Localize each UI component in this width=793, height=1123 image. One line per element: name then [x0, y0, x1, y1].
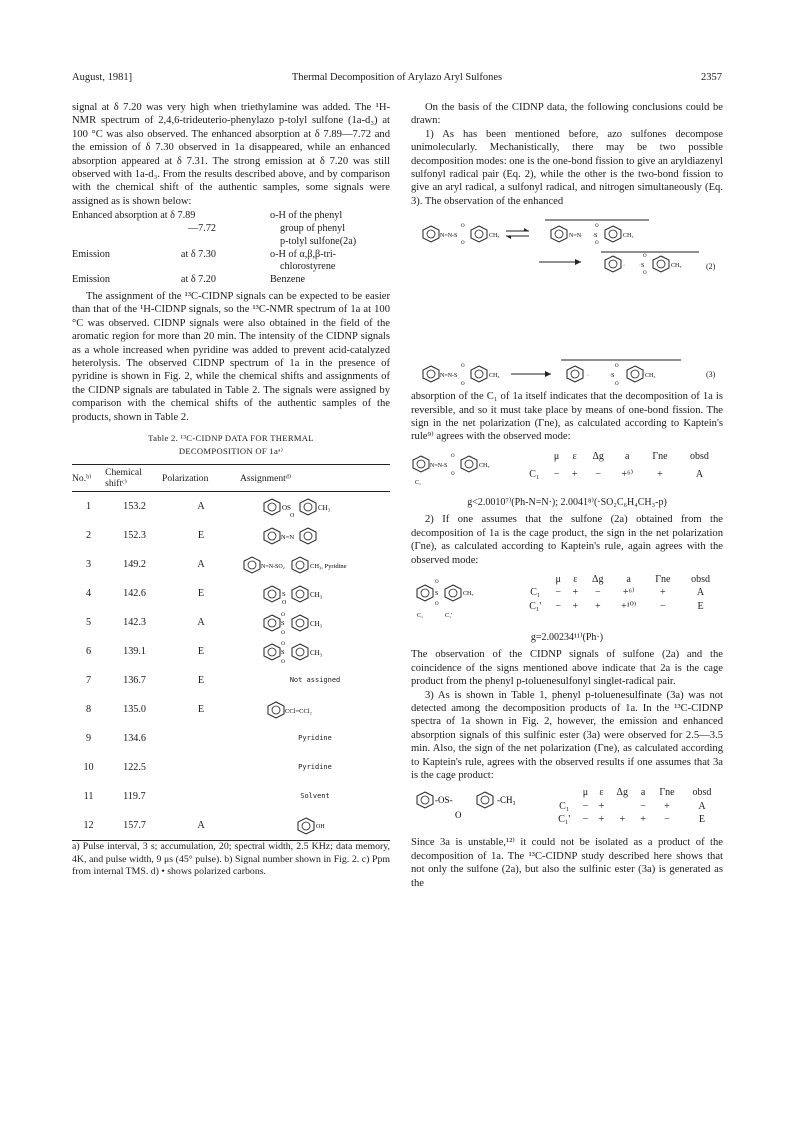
page-number: 2357 [701, 72, 722, 83]
assignment-label: Emission at δ 7.30 [72, 248, 216, 260]
assignment-text: Pyridine [298, 733, 332, 742]
structure-sulfoxide [240, 579, 390, 608]
table-row: 6 139.1 E O S O CH₃ [72, 637, 390, 666]
svg-text:CH₃: CH₃ [463, 590, 474, 597]
svg-text:O: O [451, 471, 455, 477]
header-date: August, 1981] [72, 72, 133, 83]
svg-text:O: O [435, 601, 439, 607]
svg-text:C₁': C₁' [445, 612, 453, 619]
svg-text:CH₃: CH₃ [645, 373, 656, 380]
header-title: Thermal Decomposition of Arylazo Aryl Sulfones [291, 72, 503, 83]
svg-text:N=N-S: N=N-S [440, 373, 458, 380]
svg-text:S: S [281, 648, 285, 656]
svg-text:N=N-S: N=N-S [440, 233, 458, 240]
svg-text:N=N-SO₂: N=N-SO₂ [261, 563, 285, 570]
svg-text:S: S [282, 590, 286, 598]
svg-text:N=N: N=N [281, 533, 295, 541]
paragraph: The assignment of the ¹³C-CIDNP signals can be expected to be easier than that of the ¹H-CIDNP signals, so the ¹³C-NMR spectrum of 1a at 100 °C was observed. CIDNP signals were also obtained in the field of the aromatic region for more than 20 min. The intensity of the CIDNP signals as a whole increased when pyridine was added to prevent acid-catalyzed heterolysis. The observed CIDNP spectrum of 1a in the presence of pyridine is shown in Fig. 2, while the chemical shifts and assignments of the CIDNP signals are tabulated in Table 2. The signals were assigned by comparison with the chemical shifts of the authentic samples of the products, shown in Table 2. [72, 291, 390, 423]
svg-text:O: O [290, 512, 295, 518]
svg-text:OS: OS [282, 503, 291, 512]
table-row: 5 142.3 A O S O CH₃ [72, 608, 390, 637]
svg-text:·S: ·S [592, 233, 598, 240]
svg-text:N=N·: N=N· [569, 233, 584, 240]
svg-text:·: · [623, 263, 625, 270]
svg-text:O: O [281, 640, 285, 647]
svg-text:O: O [455, 810, 462, 821]
assignment-value: o-H of the phenyl [270, 210, 343, 222]
equation-number: (3) [706, 370, 716, 380]
svg-text:CH₃: CH₃ [623, 233, 634, 240]
paragraph: signal at δ 7.20 was very high when triethylamine was added. The ¹H-NMR spectrum of 2,4,6-trideuterio-phenylazo p-tolyl sulfone (1a-d₃) at 100 °C was also observed. The enhanced absorption at δ 7.89—7.72 and the emission of δ 7.30 observed in 1a disappeared, while an enhanced absorption appeared at δ 7.31. The strong emission at δ 7.20 was still observed with 1a-d₃. From the results described above, and by comparison with the chemical shift of the authentic samples, some signals were assigned as is shown below: [72, 102, 390, 207]
svg-text:O: O [461, 382, 465, 388]
structure-phenol [240, 811, 390, 841]
paragraph: 2) If one assumes that the sulfone (2a) obtained from the decomposition of 1a is the cage product, the sign in the net polarization (Γne), as calculated according to Kaptein's rule, again agrees with the observed mode: [411, 514, 723, 566]
paragraph: Since 3a is unstable,¹²⁾ it could not be isolated as a product of the decomposition of 1a. The ¹³C-CIDNP study described here shows that not only the sulfone (2a), but also the sulfinic ester (3a) is generated as the [411, 837, 723, 889]
structure-azosulfone [240, 550, 390, 579]
table-caption: Table 2. ¹³C-CIDNP DATA FOR THERMAL DECOMPOSITION OF 1aᵃ⁾ [148, 433, 314, 457]
paragraph: 3) As is shown in Table 1, phenyl p-toluenesulfinate (3a) was not detected among the decomposition products of 1a. In the ¹³C-CIDNP spectra of 1a shown in Fig. 2, however, the emission and enhanced absorption signals of this sulfinic ester (3a) were observed for 2.5—3.5 min. Also, the sign of the net polarization (Γne), as calculated according to Kaptein's rule, agrees with the observed results if one assumes that 3a is the cage product: [411, 689, 723, 781]
svg-text:O: O [281, 611, 285, 618]
svg-text:CH₃: CH₃ [489, 373, 500, 380]
paragraph: absorption of the C₁ of 1a itself indicates that the decomposition of 1a is reversible, and so it must take place by means of one-bond fission. The sign in the net polarization (Γne), as calculated according to Kaptein's rule⁹⁾ agrees with the observed mode: [411, 391, 723, 443]
svg-text:CH₃: CH₃ [671, 263, 682, 270]
svg-text:CH₃: CH₃ [479, 462, 490, 469]
svg-text:CH₃: CH₃ [310, 619, 323, 628]
assignment-label: —7.72 [187, 223, 216, 235]
svg-text:·: · [587, 373, 589, 380]
column-header: Chemical shiftᶜ⁾ [105, 465, 162, 492]
g-values: g<2.0010⁷⁾(Ph-N=N·); 2.0041⁸⁾(·SO₂C₆H₄CH₃-p) [467, 496, 667, 508]
table-row: 8 135.0 E CCl=CCl₂ [72, 695, 390, 724]
table-row: 11 119.7 Solvent [72, 782, 390, 811]
table-header-row [72, 465, 390, 492]
table-row: 1 153.2 A OS O CH₃ [72, 492, 390, 522]
cidnp-table [72, 464, 390, 841]
svg-text:CH₃: CH₃ [310, 648, 323, 657]
svg-text:O: O [281, 629, 285, 636]
structure-sulfinate [240, 492, 390, 522]
polarization-block-2: O S O CH₃ C₁ C₁' μ ε Δg a Γne obsd C₁ − + − +⁶⁾ + A C₁' − + + +¹⁰⁾ − E [417, 573, 710, 619]
assignment-label: Emission at δ 7.20 [72, 274, 216, 286]
svg-text:CH₃: CH₃ [489, 233, 500, 240]
equation-number: (2) [706, 262, 716, 272]
svg-text:O: O [461, 241, 465, 247]
structure-sulfone [240, 637, 390, 666]
assignment-text: Pyridine [298, 762, 332, 771]
left-column [72, 101, 390, 878]
paragraph: On the basis of the CIDNP data, the following conclusions could be drawn: [411, 102, 723, 127]
svg-text:O: O [461, 364, 465, 370]
svg-text:O: O [451, 453, 455, 459]
structure-azobenzene [240, 521, 390, 550]
svg-text:O: O [595, 241, 599, 247]
table-footnote: a) Pulse interval, 3 s; accumulation, 20; spectral width, 2.5 KHz; data memory, 4K, and pulse width, 9 μs (45° pulse). b) Signal number shown in Fig. 2. c) Ppm from internal TMS. d) • shows polarized carbons. [72, 841, 390, 877]
structure-trichlorostyrene [240, 695, 390, 724]
table-row: 3 149.2 A N=N-SO₂ CH₃, Pyridine [72, 550, 390, 579]
assignment-label: Enhanced absorption at δ 7.89 [72, 210, 196, 222]
svg-text:O: O [615, 364, 619, 370]
svg-text:-CH₃: -CH₃ [497, 795, 516, 806]
svg-text:O: O [281, 658, 285, 665]
assignment-value: group of phenyl [280, 223, 346, 235]
column-header: Polarization [162, 465, 240, 492]
g-values: g=2.00234¹¹⁾(Ph·) [530, 631, 604, 643]
structure-sulfone [240, 608, 390, 637]
right-column [411, 101, 723, 890]
svg-text:O: O [615, 382, 619, 388]
svg-text:·S: ·S [609, 373, 615, 380]
svg-text:O: O [461, 224, 465, 230]
svg-text:·S: ·S [639, 263, 645, 270]
svg-text:O: O [282, 599, 287, 605]
column-header: No.ᵇ⁾ [72, 465, 105, 492]
svg-text:CH₃: CH₃ [310, 590, 323, 599]
svg-text:N=N-S: N=N-S [430, 462, 448, 469]
svg-text:S: S [435, 590, 439, 597]
svg-text:O: O [595, 224, 599, 230]
equation-3 [411, 356, 723, 390]
svg-text:S: S [281, 619, 285, 627]
assignment-value: o-H of α,β,β-tri- [270, 248, 337, 260]
svg-text:O: O [643, 271, 647, 277]
equation-scheme-2 [411, 214, 723, 298]
paragraph: 1) As has been mentioned before, azo sulfones decompose unimolecularly. Mechanistically, there may be two possible decomposition modes: one is the one-bond fission to give an aryldiazenyl sulfonyl radical pair (Eq. 2), while the other is the two-bond fission to give an aryl radical, a sulfonyl radical, and nitrogen simultaneously (Eq. 3). The observation of the enhanced [411, 128, 723, 207]
svg-text:CCl=CCl₂: CCl=CCl₂ [285, 707, 312, 715]
svg-text:O: O [435, 579, 439, 585]
running-header [72, 72, 722, 86]
svg-text:OH: OH [316, 823, 325, 830]
table-row: 2 152.3 E N=N [72, 521, 390, 550]
svg-text:-OS-: -OS- [435, 795, 453, 806]
svg-text:CH₃, Pyridine: CH₃, Pyridine [310, 562, 347, 570]
table-row: 7 136.7 E Not assigned [72, 666, 390, 695]
paragraph: The observation of the CIDNP signals of sulfone (2a) and the coincidence of the signs mentioned above indicate that 2a is the cage product from the phenyl p-toluenesulfonyl singlet-radical pair. [411, 649, 723, 688]
table-row: 10 122.5 Pyridine [72, 753, 390, 782]
table-row: 4 142.6 E S O CH₃ [72, 579, 390, 608]
table-row: 12 157.7 A OH [72, 811, 390, 841]
polarization-block-3: -OS- O -CH₃ μ ε Δg a Γne obsd C₁ − + − + A C₁' − + + + − E [411, 786, 723, 836]
svg-text:C₁: C₁ [417, 612, 424, 619]
assignment-value: Benzene [270, 274, 306, 286]
column-header: Assignmentᵈ⁾ [240, 465, 390, 492]
svg-text:C₁: C₁ [415, 479, 422, 486]
assignment-text: Solvent [300, 791, 330, 800]
polarization-block-1: N=N-S O O CH₃ C₁ μ ε Δg a Γne obsd C₁ − + − +⁶⁾ + A [415, 450, 709, 486]
svg-text:O: O [643, 254, 647, 260]
svg-text:CH₃: CH₃ [318, 503, 331, 512]
assignment-value: chlorostyrene [280, 261, 336, 273]
table-row: 9 134.6 Pyridine [72, 724, 390, 753]
assignment-value: p-tolyl sulfone(2a) [280, 235, 357, 247]
assignment-text: Not assigned [289, 675, 341, 684]
assignment-list [72, 210, 390, 287]
